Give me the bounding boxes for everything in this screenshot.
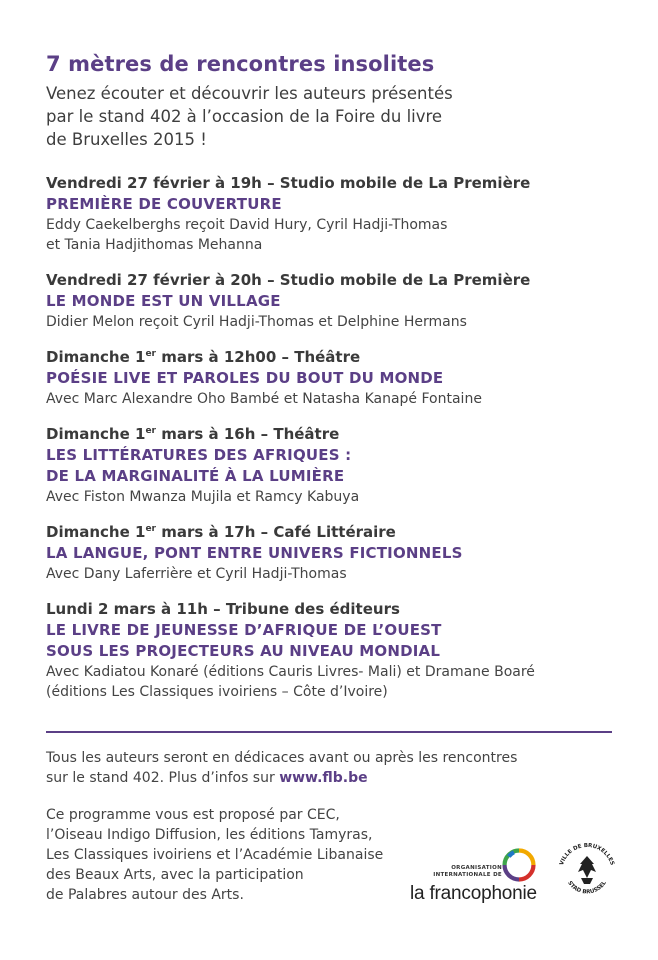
dedication-note [46,748,566,788]
event-item [46,599,616,702]
ville-seal-icon [552,838,622,898]
section-divider [46,731,612,733]
program-page [46,52,616,717]
event-desc: Avec Dany Laferrière et Cyril Hadji-Thomas [46,566,347,582]
dedication-line: sur le stand 402. Plus d’infos sur www.flb.be [46,770,368,786]
intro-text: Venez écouter et découvrir les auteurs présentés par le stand 402 à l’occasion de la Foire du livre de Bruxelles 2015 ! [46,84,453,149]
event-when: Vendredi 27 février à 19h – Studio mobile de La Première [46,174,531,192]
event-when: Dimanche 1er mars à 17h – Café Littéraire [46,523,396,541]
svg-text:VILLE DE BRUXELLES: VILLE DE BRUXELLES [558,842,615,867]
event-title: POÉSIE LIVE ET PAROLES DU BOUT DU MONDE [46,369,444,387]
event-desc: Didier Melon reçoit Cyril Hadji-Thomas et Delphine Hermans [46,314,467,330]
website-link[interactable]: www.flb.be [279,770,368,786]
event-item [46,270,616,332]
event-title: PREMIÈRE DE COUVERTURE [46,195,282,213]
francophonie-name: la francophonie [410,883,537,904]
event-item [46,522,616,584]
francophonie-logo [410,845,540,905]
event-title: LA LANGUE, PONT ENTRE UNIVERS FICTIONNELS [46,544,463,562]
event-title: LE MONDE EST UN VILLAGE [46,292,281,310]
event-title: LE LIVRE DE JEUNESSE D’AFRIQUE DE L’OUEST SOUS LES PROJECTEURS AU NIVEAU MONDIAL [46,621,442,660]
event-when: Lundi 2 mars à 11h – Tribune des éditeurs [46,600,400,618]
event-desc: Eddy Caekelberghs reçoit David Hury, Cyril Hadji-Thomas et Tania Hadjithomas Mehanna [46,217,448,253]
event-item [46,173,616,255]
event-list [46,173,616,702]
svg-text:STAD BRUSSEL: STAD BRUSSEL [566,880,608,896]
event-title: LES LITTÉRATURES DES AFRIQUES : DE LA MARGINALITÉ À LA LUMIÈRE [46,446,352,485]
event-desc: Avec Fiston Mwanza Mujila et Ramcy Kabuya [46,489,360,505]
dedication-line: Tous les auteurs seront en dédicaces avant ou après les rencontres [46,750,518,766]
event-item [46,424,616,507]
event-item [46,347,616,409]
event-when: Dimanche 1er mars à 16h – Théâtre [46,425,340,443]
event-desc: Avec Marc Alexandre Oho Bambé et Natasha Kanapé Fontaine [46,391,482,407]
event-desc: Avec Kadiatou Konaré (éditions Cauris Livres- Mali) et Dramane Boaré (éditions Les Classiques ivoiriens – Côte d’Ivoire) [46,664,535,700]
event-when: Vendredi 27 février à 20h – Studio mobile de La Première [46,271,531,289]
program-credits: Ce programme vous est proposé par CEC, l’Oiseau Indigo Diffusion, les éditions Tamyras, Les Classiques ivoiriens et l’Académie Libanaise des Beaux Arts, avec la participation de Palabres autour des Arts. [46,807,384,903]
francophonie-ring-icon [502,848,536,882]
event-when: Dimanche 1er mars à 12h00 – Théâtre [46,348,361,366]
page-title: 7 mètres de rencontres insolites [46,52,435,76]
ville-bruxelles-logo [552,838,622,898]
francophonie-org-label: ORGANISATION INTERNATIONALE DE [433,865,502,878]
